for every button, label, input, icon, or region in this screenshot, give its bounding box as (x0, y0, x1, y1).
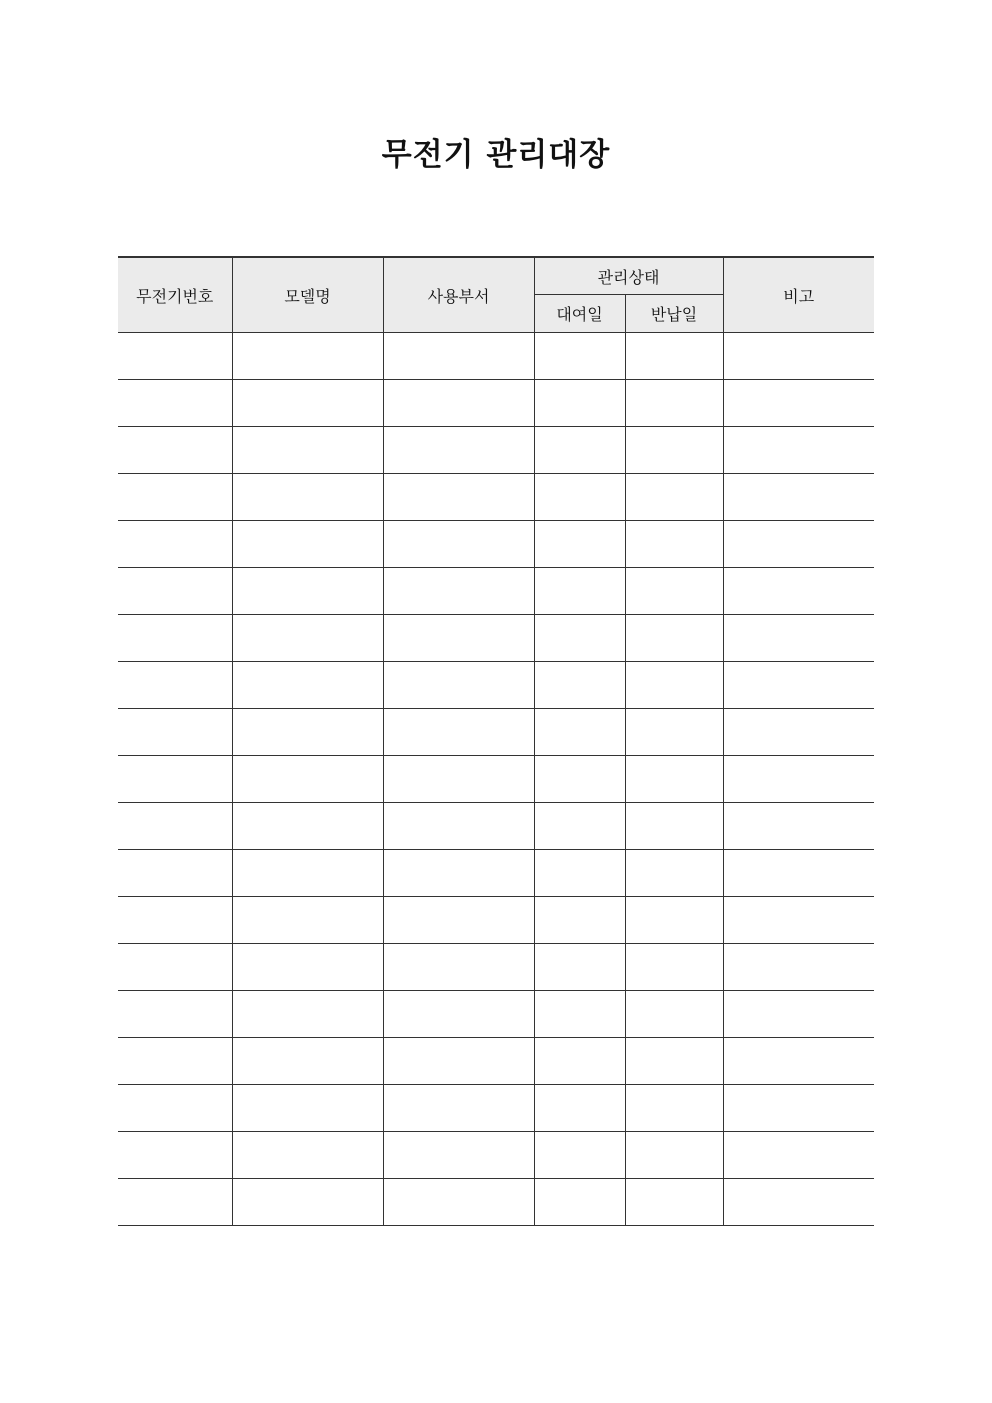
return-date-cell (625, 521, 723, 568)
radio-number-cell (118, 756, 232, 803)
remarks-cell (723, 333, 874, 380)
remarks-cell (723, 521, 874, 568)
header-remarks: 비고 (723, 257, 874, 333)
model-name-cell (232, 615, 383, 662)
radio-number-cell (118, 709, 232, 756)
rental-date-cell (534, 521, 625, 568)
model-name-cell (232, 850, 383, 897)
rental-date-cell (534, 756, 625, 803)
remarks-cell (723, 803, 874, 850)
department-cell (383, 1132, 534, 1179)
model-name-cell (232, 521, 383, 568)
remarks-cell (723, 756, 874, 803)
header-status-group: 관리상태 (534, 257, 723, 295)
table-row (118, 1038, 874, 1085)
return-date-cell (625, 662, 723, 709)
remarks-cell (723, 380, 874, 427)
radio-number-cell (118, 1179, 232, 1226)
model-name-cell (232, 662, 383, 709)
rental-date-cell (534, 1085, 625, 1132)
rental-date-cell (534, 850, 625, 897)
rental-date-cell (534, 427, 625, 474)
remarks-cell (723, 897, 874, 944)
department-cell (383, 850, 534, 897)
header-model-name: 모델명 (232, 257, 383, 333)
remarks-cell (723, 991, 874, 1038)
return-date-cell (625, 1038, 723, 1085)
rental-date-cell (534, 568, 625, 615)
model-name-cell (232, 897, 383, 944)
department-cell (383, 803, 534, 850)
department-cell (383, 427, 534, 474)
model-name-cell (232, 944, 383, 991)
model-name-cell (232, 991, 383, 1038)
remarks-cell (723, 1038, 874, 1085)
radio-number-cell (118, 1132, 232, 1179)
radio-number-cell (118, 521, 232, 568)
table-row (118, 803, 874, 850)
model-name-cell (232, 474, 383, 521)
header-radio-number: 무전기번호 (118, 257, 232, 333)
table-row (118, 709, 874, 756)
table-row (118, 427, 874, 474)
department-cell (383, 709, 534, 756)
remarks-cell (723, 1085, 874, 1132)
department-cell (383, 615, 534, 662)
return-date-cell (625, 944, 723, 991)
table-body (118, 333, 874, 1226)
table-row (118, 1179, 874, 1226)
department-cell (383, 1038, 534, 1085)
model-name-cell (232, 709, 383, 756)
radio-number-cell (118, 615, 232, 662)
return-date-cell (625, 709, 723, 756)
return-date-cell (625, 850, 723, 897)
table-row (118, 568, 874, 615)
remarks-cell (723, 615, 874, 662)
department-cell (383, 474, 534, 521)
radio-number-cell (118, 1038, 232, 1085)
radio-number-cell (118, 333, 232, 380)
radio-number-cell (118, 944, 232, 991)
model-name-cell (232, 568, 383, 615)
table-row (118, 662, 874, 709)
rental-date-cell (534, 991, 625, 1038)
model-name-cell (232, 380, 383, 427)
radio-number-cell (118, 991, 232, 1038)
model-name-cell (232, 1179, 383, 1226)
remarks-cell (723, 709, 874, 756)
rental-date-cell (534, 1179, 625, 1226)
return-date-cell (625, 756, 723, 803)
remarks-cell (723, 568, 874, 615)
table-row (118, 756, 874, 803)
department-cell (383, 380, 534, 427)
remarks-cell (723, 474, 874, 521)
table-row (118, 991, 874, 1038)
department-cell (383, 991, 534, 1038)
return-date-cell (625, 380, 723, 427)
header-return-date: 반납일 (625, 295, 723, 333)
return-date-cell (625, 897, 723, 944)
return-date-cell (625, 615, 723, 662)
radio-number-cell (118, 897, 232, 944)
department-cell (383, 568, 534, 615)
return-date-cell (625, 991, 723, 1038)
rental-date-cell (534, 1132, 625, 1179)
table-row (118, 474, 874, 521)
rental-date-cell (534, 897, 625, 944)
model-name-cell (232, 1085, 383, 1132)
department-cell (383, 662, 534, 709)
rental-date-cell (534, 380, 625, 427)
table-row (118, 1132, 874, 1179)
radio-number-cell (118, 427, 232, 474)
table-row (118, 333, 874, 380)
header-rental-date: 대여일 (534, 295, 625, 333)
department-cell (383, 1085, 534, 1132)
rental-date-cell (534, 1038, 625, 1085)
return-date-cell (625, 333, 723, 380)
model-name-cell (232, 1038, 383, 1085)
return-date-cell (625, 427, 723, 474)
page-title: 무전기 관리대장 (381, 137, 611, 173)
rental-date-cell (534, 662, 625, 709)
remarks-cell (723, 1179, 874, 1226)
radio-number-cell (118, 568, 232, 615)
department-cell (383, 897, 534, 944)
header-department: 사용부서 (383, 257, 534, 333)
table-row (118, 521, 874, 568)
department-cell (383, 521, 534, 568)
remarks-cell (723, 1132, 874, 1179)
model-name-cell (232, 803, 383, 850)
model-name-cell (232, 427, 383, 474)
return-date-cell (625, 474, 723, 521)
remarks-cell (723, 850, 874, 897)
table-row (118, 1085, 874, 1132)
remarks-cell (723, 662, 874, 709)
rental-date-cell (534, 474, 625, 521)
radio-number-cell (118, 662, 232, 709)
table-row (118, 615, 874, 662)
rental-date-cell (534, 333, 625, 380)
return-date-cell (625, 1179, 723, 1226)
remarks-cell (723, 944, 874, 991)
radio-number-cell (118, 1085, 232, 1132)
department-cell (383, 944, 534, 991)
radio-ledger-table (118, 256, 874, 1226)
table-row (118, 897, 874, 944)
return-date-cell (625, 568, 723, 615)
return-date-cell (625, 803, 723, 850)
rental-date-cell (534, 944, 625, 991)
department-cell (383, 756, 534, 803)
model-name-cell (232, 333, 383, 380)
radio-number-cell (118, 474, 232, 521)
department-cell (383, 1179, 534, 1226)
radio-number-cell (118, 850, 232, 897)
rental-date-cell (534, 615, 625, 662)
table-row (118, 944, 874, 991)
return-date-cell (625, 1132, 723, 1179)
return-date-cell (625, 1085, 723, 1132)
remarks-cell (723, 427, 874, 474)
table-row (118, 380, 874, 427)
model-name-cell (232, 756, 383, 803)
rental-date-cell (534, 709, 625, 756)
radio-number-cell (118, 380, 232, 427)
rental-date-cell (534, 803, 625, 850)
model-name-cell (232, 1132, 383, 1179)
radio-number-cell (118, 803, 232, 850)
table-row (118, 850, 874, 897)
department-cell (383, 333, 534, 380)
